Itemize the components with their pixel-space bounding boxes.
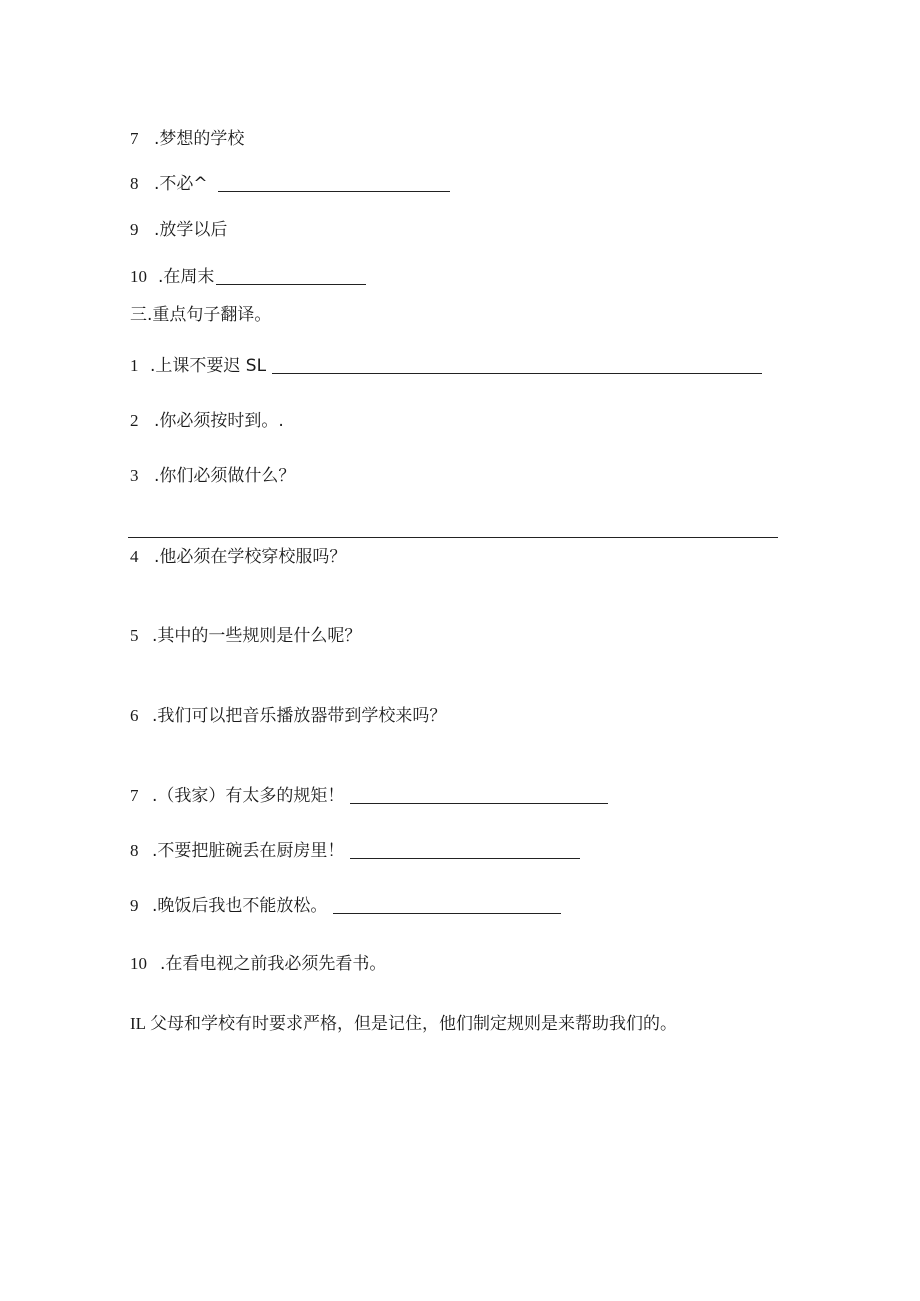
answer-blank[interactable] xyxy=(350,787,608,804)
item-text: .你们必须做什么？ xyxy=(154,466,296,486)
item-text: .（我家）有太多的规矩！ xyxy=(152,786,345,806)
item-number: IL xyxy=(130,1014,147,1033)
sentence-item xyxy=(130,895,561,917)
item-number: 1 xyxy=(130,356,139,375)
answer-blank[interactable] xyxy=(216,268,366,285)
item-number: 3 xyxy=(130,466,139,485)
item-number: 5 xyxy=(130,626,139,645)
item-text: .梦想的学校 xyxy=(154,129,245,149)
sentence-item xyxy=(130,705,446,727)
sentence-item xyxy=(130,410,284,432)
item-number: 9 xyxy=(130,896,139,915)
vocab-item xyxy=(130,266,366,288)
item-text: .不必^ xyxy=(154,174,208,194)
sentence-item xyxy=(130,355,762,377)
vocab-item xyxy=(130,128,244,150)
answer-blank[interactable] xyxy=(218,175,450,192)
sentence-item xyxy=(130,546,346,568)
answer-blank[interactable] xyxy=(333,897,561,914)
vocab-item xyxy=(130,173,450,195)
sentence-item xyxy=(130,953,386,975)
sentence-item xyxy=(130,840,580,862)
sentence-item xyxy=(130,465,295,487)
item-text: .放学以后 xyxy=(154,220,228,240)
item-number: 6 xyxy=(130,706,139,725)
section-title-text: 三.重点句子翻译。 xyxy=(130,305,272,325)
item-number: 8 xyxy=(130,174,139,193)
item-text: .晚饭后我也不能放松。 xyxy=(152,896,328,916)
sentence-item xyxy=(130,1013,677,1035)
item-text: .你必须按时到。. xyxy=(154,411,284,431)
item-number: 10 xyxy=(130,954,147,973)
sentence-item xyxy=(130,785,608,807)
item-number: 2 xyxy=(130,411,139,430)
answer-blank[interactable] xyxy=(272,357,762,374)
item-text: .上课不要迟 SL xyxy=(150,356,267,376)
item-number: 7 xyxy=(130,786,139,805)
item-text: .其中的一些规则是什么呢？ xyxy=(152,626,362,646)
item-text: .在看电视之前我必须先看书。 xyxy=(160,954,387,974)
item-number: 8 xyxy=(130,841,139,860)
item-number: 7 xyxy=(130,129,139,148)
section-title xyxy=(130,304,271,326)
item-number: 10 xyxy=(130,267,147,286)
answer-rule[interactable] xyxy=(128,537,778,538)
sentence-item xyxy=(130,625,361,647)
item-text: .不要把脏碗丢在厨房里！ xyxy=(152,841,345,861)
item-number: 9 xyxy=(130,220,139,239)
item-text: 父母和学校有时要求严格，但是记住，他们制定规则是来帮助我们的。 xyxy=(150,1014,677,1034)
item-text: .他必须在学校穿校服吗？ xyxy=(154,547,347,567)
item-text: .我们可以把音乐播放器带到学校来吗？ xyxy=(152,706,447,726)
item-number: 4 xyxy=(130,547,139,566)
answer-blank[interactable] xyxy=(350,842,580,859)
vocab-item xyxy=(130,219,227,241)
item-text: .在周末 xyxy=(158,267,215,287)
